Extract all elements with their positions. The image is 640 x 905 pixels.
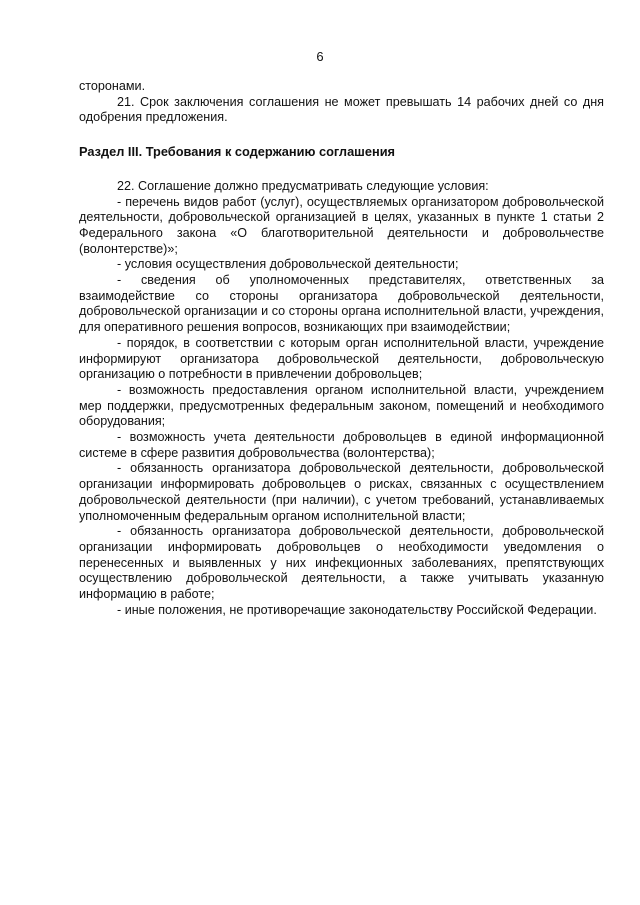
condition-item: - условия осуществления добровольческой деятельности;: [117, 257, 459, 272]
document-body: [79, 79, 604, 619]
clause-21: 21. Срок заключения соглашения не может превышать 14 рабочих дней со дня одобрения предложения.: [79, 94, 604, 125]
condition-item: - обязанность организатора добровольческой деятельности, добровольческой организации информировать добровольцев о необходимости уведомления о перенесенных и выявленных у них инфекционных заболеваниях, препятствующих осуществлению добровольческой деятельности, а также учитывать указанную информацию в работе;: [79, 524, 604, 602]
condition-item: - порядок, в соответствии с которым орган исполнительной власти, учреждение информируют организатора добровольческой деятельности, добровольческую организацию о потребности в привлечении добровольцев;: [79, 335, 604, 382]
condition-item: - сведения об уполномоченных представителях, ответственных за взаимодействие со стороны организатора добровольческой деятельности, добровольческой организации и со стороны органа исполнительной власти, учреждения, для оперативного решения вопросов, возникающих при взаимодействии;: [79, 273, 604, 335]
condition-item: - возможность предоставления органом исполнительной власти, учреждением мер поддержки, предусмотренных федеральным законом, помещений и необходимого оборудования;: [79, 382, 604, 429]
condition-item: - обязанность организатора добровольческой деятельности, добровольческой организации информировать добровольцев о рисках, связанных с осуществлением добровольческой деятельности (при наличии), с учетом требований, устанавливаемых уполномоченным федеральным органом исполнительной власти;: [79, 461, 604, 523]
condition-item: - иные положения, не противоречащие законодательству Российской Федерации.: [117, 602, 597, 617]
continuation-text: сторонами.: [79, 79, 146, 93]
condition-item: - перечень видов работ (услуг), осуществляемых организатором добровольческой деятельности, добровольческой организацией в целях, указанных в пункте 1 статьи 2 Федерального закона «О благотворительной деятельности и добровольчестве (волонтерстве)»;: [79, 194, 604, 256]
page-number: 6: [316, 49, 324, 64]
section-heading: Раздел III. Требования к содержанию соглашения: [79, 144, 396, 160]
clause-22-intro: 22. Соглашение должно предусматривать следующие условия:: [117, 178, 489, 193]
condition-item: - возможность учета деятельности добровольцев в единой информационной системе в сфере развития добровольчества (волонтерства);: [79, 430, 604, 460]
